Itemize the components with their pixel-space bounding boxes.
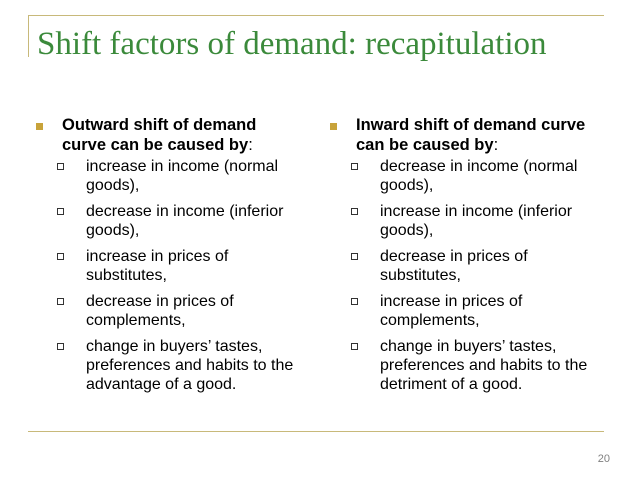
hollow-square-bullet-icon xyxy=(57,163,64,170)
list-item xyxy=(328,247,598,285)
right-column xyxy=(328,115,598,401)
hollow-square-bullet-icon xyxy=(57,208,64,215)
list-item xyxy=(328,337,598,394)
right-heading-text: Inward shift of demand curve can be caused by xyxy=(356,116,586,154)
list-item xyxy=(34,157,304,195)
list-item xyxy=(34,247,304,285)
list-item-text: decrease in income (normal goods), xyxy=(380,158,578,194)
list-item xyxy=(34,337,304,394)
list-item-text: decrease in prices of complements, xyxy=(86,293,234,329)
page-number: 20 xyxy=(597,453,610,465)
list-item-text: change in buyers’ tastes, preferences and habits to the detriment of a good. xyxy=(380,338,588,393)
hollow-square-bullet-icon xyxy=(57,253,64,260)
list-item-text: increase in income (normal goods), xyxy=(86,158,279,194)
hollow-square-bullet-icon xyxy=(351,343,358,350)
list-item-text: increase in prices of complements, xyxy=(380,293,523,329)
hollow-square-bullet-icon xyxy=(351,208,358,215)
top-rule xyxy=(28,15,604,16)
list-item-text: decrease in prices of substitutes, xyxy=(380,248,528,284)
list-item-text: decrease in income (inferior goods), xyxy=(86,203,284,239)
hollow-square-bullet-icon xyxy=(351,298,358,305)
right-heading xyxy=(328,115,598,155)
list-item xyxy=(328,157,598,195)
right-list xyxy=(328,157,598,394)
left-heading xyxy=(34,115,304,155)
square-bullet-icon xyxy=(36,123,43,130)
hollow-square-bullet-icon xyxy=(57,298,64,305)
left-heading-text: Outward shift of demand curve can be caused by xyxy=(62,116,257,154)
hollow-square-bullet-icon xyxy=(351,253,358,260)
list-item-text: change in buyers’ tastes, preferences and habits to the advantage of a good. xyxy=(86,338,294,393)
left-list xyxy=(34,157,304,394)
right-heading-colon: : xyxy=(493,136,499,154)
list-item-text: increase in prices of substitutes, xyxy=(86,248,229,284)
list-item xyxy=(328,202,598,240)
hollow-square-bullet-icon xyxy=(351,163,358,170)
left-heading-colon: : xyxy=(248,136,253,154)
left-column xyxy=(34,115,304,401)
bottom-rule xyxy=(28,431,604,432)
slide-title: Shift factors of demand: recapitulation xyxy=(37,26,547,62)
list-item xyxy=(34,202,304,240)
list-item xyxy=(328,292,598,330)
list-item-text: increase in income (inferior goods), xyxy=(380,203,573,239)
square-bullet-icon xyxy=(330,123,337,130)
hollow-square-bullet-icon xyxy=(57,343,64,350)
left-rule xyxy=(28,15,29,57)
list-item xyxy=(34,292,304,330)
